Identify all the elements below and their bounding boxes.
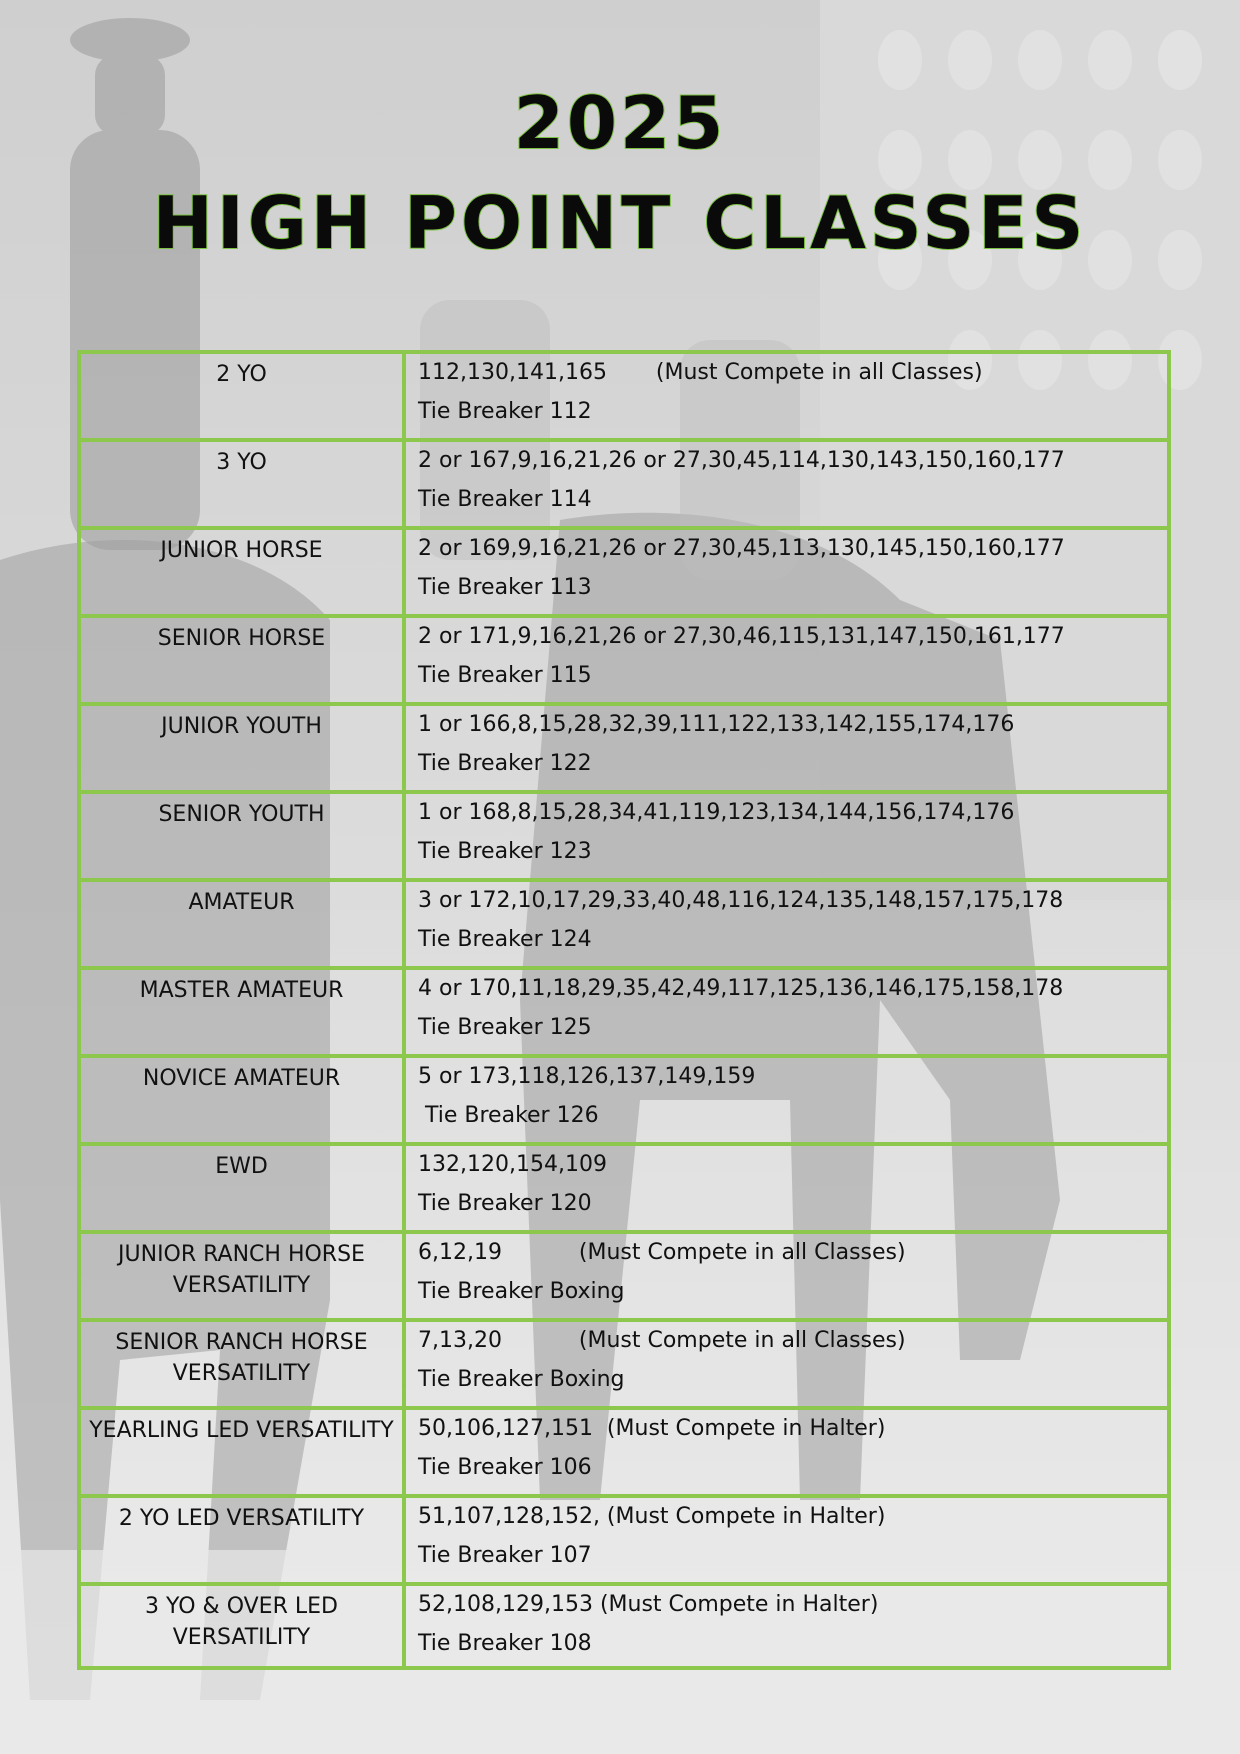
class-name-cell <box>79 1056 404 1144</box>
class-name: EWD <box>215 1154 268 1179</box>
class-numbers-cell <box>404 968 1169 1056</box>
class-numbers: 50,106,127,151 (Must Compete in Halter) <box>418 1416 886 1441</box>
table-row <box>79 1496 1169 1584</box>
class-name: 3 YO <box>216 450 267 475</box>
tie-breaker: Tie Breaker 115 <box>418 663 592 688</box>
class-numbers-cell <box>404 528 1169 616</box>
tie-breaker: Tie Breaker 124 <box>418 927 592 952</box>
class-name-cell <box>79 352 404 440</box>
table-row <box>79 880 1169 968</box>
class-numbers: 3 or 172,10,17,29,33,40,48,116,124,135,148,157,175,178 <box>418 888 1064 913</box>
class-numbers: 51,107,128,152, (Must Compete in Halter) <box>418 1504 886 1529</box>
class-name: AMATEUR <box>188 890 295 915</box>
class-numbers: 2 or 167,9,16,21,26 or 27,30,45,114,130,143,150,160,177 <box>418 448 1065 473</box>
class-numbers: 2 or 171,9,16,21,26 or 27,30,46,115,131,147,150,161,177 <box>418 624 1065 649</box>
title-year: 2025 <box>513 81 727 165</box>
table-row <box>79 1584 1169 1668</box>
tie-breaker: Tie Breaker 125 <box>418 1015 592 1040</box>
class-numbers: 2 or 169,9,16,21,26 or 27,30,45,113,130,145,150,160,177 <box>418 536 1065 561</box>
class-numbers: 52,108,129,153 (Must Compete in Halter) <box>418 1592 879 1617</box>
table-row <box>79 352 1169 440</box>
tie-breaker: Tie Breaker 126 <box>418 1103 599 1128</box>
class-numbers: 1 or 168,8,15,28,34,41,119,123,134,144,156,174,176 <box>418 800 1015 825</box>
class-numbers-cell <box>404 704 1169 792</box>
table-row <box>79 1320 1169 1408</box>
class-numbers-cell <box>404 1144 1169 1232</box>
class-name-cell <box>79 1408 404 1496</box>
class-name: SENIOR HORSE <box>157 626 326 651</box>
tie-breaker: Tie Breaker Boxing <box>418 1279 625 1304</box>
class-name-cell <box>79 440 404 528</box>
class-name-cell <box>79 1496 404 1584</box>
class-numbers: 6,12,19 (Must Compete in all Classes) <box>418 1240 906 1265</box>
high-point-classes-table <box>77 350 1171 1670</box>
table-row <box>79 1144 1169 1232</box>
class-name-cell <box>79 1232 404 1320</box>
tie-breaker: Tie Breaker 106 <box>418 1455 592 1480</box>
class-name: SENIOR RANCH HORSE VERSATILITY <box>115 1330 368 1386</box>
class-name: JUNIOR YOUTH <box>161 714 322 739</box>
class-numbers-cell <box>404 1320 1169 1408</box>
class-numbers: 112,130,141,165 (Must Compete in all Classes) <box>418 360 983 385</box>
class-name-cell <box>79 1584 404 1668</box>
table-row <box>79 1408 1169 1496</box>
tie-breaker: Tie Breaker Boxing <box>418 1367 625 1392</box>
table-row <box>79 704 1169 792</box>
class-numbers-cell <box>404 352 1169 440</box>
tie-breaker: Tie Breaker 120 <box>418 1191 592 1216</box>
tie-breaker: Tie Breaker 114 <box>418 487 592 512</box>
tie-breaker: Tie Breaker 113 <box>418 575 592 600</box>
class-name: SENIOR YOUTH <box>158 802 325 827</box>
tie-breaker: Tie Breaker 123 <box>418 839 592 864</box>
class-name: YEARLING LED VERSATILITY <box>89 1418 394 1443</box>
tie-breaker: Tie Breaker 107 <box>418 1543 592 1568</box>
class-numbers: 4 or 170,11,18,29,35,42,49,117,125,136,146,175,158,178 <box>418 976 1064 1001</box>
class-numbers-cell <box>404 1056 1169 1144</box>
class-name-cell <box>79 1144 404 1232</box>
class-name: 2 YO LED VERSATILITY <box>118 1506 365 1531</box>
table-row <box>79 616 1169 704</box>
class-name-cell <box>79 792 404 880</box>
class-numbers-cell <box>404 880 1169 968</box>
table-row <box>79 1056 1169 1144</box>
class-numbers: 1 or 166,8,15,28,32,39,111,122,133,142,155,174,176 <box>418 712 1015 737</box>
class-numbers-cell <box>404 440 1169 528</box>
tie-breaker: Tie Breaker 122 <box>418 751 592 776</box>
class-name: JUNIOR HORSE <box>160 538 323 563</box>
class-numbers-cell <box>404 1232 1169 1320</box>
class-numbers: 132,120,154,109 <box>418 1152 607 1177</box>
class-name: NOVICE AMATEUR <box>142 1066 341 1091</box>
class-numbers-cell <box>404 792 1169 880</box>
class-numbers-cell <box>404 616 1169 704</box>
table-row <box>79 968 1169 1056</box>
class-name-cell <box>79 1320 404 1408</box>
class-name-cell <box>79 528 404 616</box>
class-name: 3 YO & OVER LED VERSATILITY <box>145 1594 338 1650</box>
table-row <box>79 528 1169 616</box>
table-row <box>79 792 1169 880</box>
tie-breaker: Tie Breaker 112 <box>418 399 592 424</box>
tie-breaker: Tie Breaker 108 <box>418 1631 592 1656</box>
class-name-cell <box>79 616 404 704</box>
class-numbers-cell <box>404 1408 1169 1496</box>
class-numbers: 7,13,20 (Must Compete in all Classes) <box>418 1328 906 1353</box>
class-numbers-cell <box>404 1496 1169 1584</box>
table-row <box>79 440 1169 528</box>
class-numbers: 5 or 173,118,126,137,149,159 <box>418 1064 756 1089</box>
class-numbers-cell <box>404 1584 1169 1668</box>
class-name-cell <box>79 704 404 792</box>
class-name: 2 YO <box>216 362 267 387</box>
page-title: HIGH POINT CLASSES <box>152 181 1088 265</box>
class-name: JUNIOR RANCH HORSE VERSATILITY <box>118 1242 365 1298</box>
table-row <box>79 1232 1169 1320</box>
class-name-cell <box>79 968 404 1056</box>
class-name-cell <box>79 880 404 968</box>
class-name: MASTER AMATEUR <box>139 978 344 1003</box>
